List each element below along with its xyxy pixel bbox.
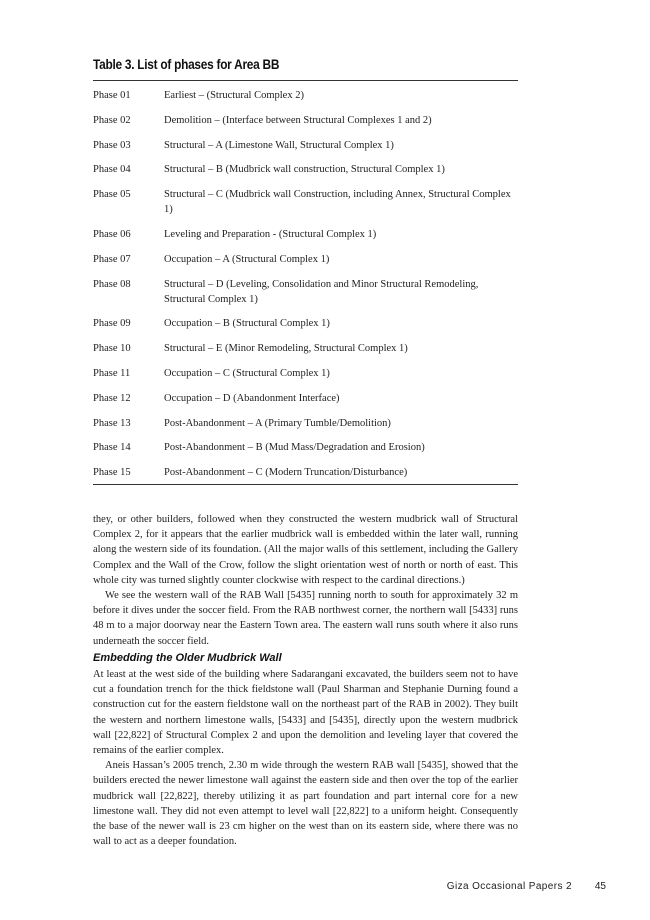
- table-row: [93, 187, 518, 217]
- phase-description: Structural – D (Leveling, Consolidation and Minor Structural Remodeling, Structural Complex 1): [164, 278, 479, 305]
- phase-label: Phase 09: [93, 318, 131, 330]
- page-number: 45: [594, 881, 606, 892]
- table-row: [93, 88, 518, 103]
- table-bottom-rule: [93, 484, 518, 485]
- table-row: [93, 316, 518, 331]
- table-row: [93, 113, 518, 128]
- body-text: [93, 512, 518, 649]
- table-row: [93, 227, 518, 242]
- phase-description: Leveling and Preparation - (Structural Complex 1): [164, 228, 377, 240]
- phase-description: Occupation – B (Structural Complex 1): [164, 318, 330, 330]
- phase-description: Structural – E (Minor Remodeling, Structural Complex 1): [164, 343, 408, 355]
- section-paragraph: Aneis Hassan’s 2005 trench, 2.30 m wide through the western RAB wall [5435], showed that the builders erected the newer limestone wall against the eastern side and then over the top of the earlier mudbrick wall [22,822], thereby utilizing it as part foundation and part internal core for a new limestone wall. They did not even attempt to level wall [22,822] to a uniform height. Consequently the base of the newer wall is 23 cm higher on the west than on its eastern side, where there was no wall to act as a deeper foundation.: [93, 760, 518, 848]
- table-row: [93, 341, 518, 356]
- section-heading: Embedding the Older Mudbrick Wall: [93, 652, 282, 664]
- phase-label: Phase 03: [93, 139, 131, 151]
- section-body-text: [93, 667, 518, 849]
- table-top-rule: [93, 80, 518, 81]
- phase-description: Occupation – D (Abandonment Interface): [164, 392, 340, 404]
- phase-label: Phase 02: [93, 114, 131, 126]
- phase-label: Phase 05: [93, 189, 131, 201]
- table-row: [93, 252, 518, 267]
- phase-description: Post-Abandonment – B (Mud Mass/Degradation and Erosion): [164, 442, 425, 454]
- phase-description: Structural – A (Limestone Wall, Structural Complex 1): [164, 139, 394, 151]
- phase-description: Structural – B (Mudbrick wall construction, Structural Complex 1): [164, 164, 445, 176]
- body-paragraph: they, or other builders, followed when they constructed the western mudbrick wall of Structural Complex 2, for it appears that the earlier mudbrick wall is embedded within the later wall, running along the western side of its foundation. (All the major walls of this settlement, including the Gallery Complex and the Wall of the Crow, follow the slight orientation west of north or north of east. This whole city was turned slightly counter clockwise with respect to the cardinal directions.): [93, 514, 518, 586]
- phase-label: Phase 11: [93, 367, 131, 379]
- table-row: [93, 162, 518, 177]
- phase-label: Phase 10: [93, 343, 131, 355]
- phase-description: Demolition – (Interface between Structural Complexes 1 and 2): [164, 114, 432, 126]
- table-row: [93, 366, 518, 381]
- phase-label: Phase 01: [93, 90, 131, 101]
- table-row: [93, 277, 518, 307]
- table-row: [93, 465, 518, 480]
- phase-description: Post-Abandonment – C (Modern Truncation/Disturbance): [164, 467, 408, 479]
- phase-label: Phase 13: [93, 417, 131, 429]
- phase-description: Occupation – C (Structural Complex 1): [164, 367, 330, 379]
- phase-description: Occupation – A (Structural Complex 1): [164, 253, 330, 265]
- section-paragraph: At least at the west side of the building where Sadarangani excavated, the builders seem not to have cut a foundation trench for the thick fieldstone wall (Paul Sharman and Stephanie Durning found a construction cut for the eastern fieldstone wall on the northeast part of the RAB in 2002). They built the western and northern limestone walls, [5433] and [5435], directly upon the western mudbrick wall [22,822] of Structural Complex 2 and upon the demolition and leveling layer that covered the remains of the earlier complex.: [93, 669, 518, 757]
- phase-label: Phase 15: [93, 467, 131, 479]
- phase-label: Phase 06: [93, 228, 131, 240]
- table-row: [93, 440, 518, 455]
- phase-label: Phase 14: [93, 442, 131, 454]
- phase-description: Post-Abandonment – A (Primary Tumble/Demolition): [164, 417, 391, 429]
- table-row: [93, 391, 518, 406]
- phase-label: Phase 12: [93, 392, 131, 404]
- table-row: [93, 138, 518, 153]
- phase-table: [93, 88, 518, 490]
- table-title: Table 3. List of phases for Area BB: [93, 57, 280, 72]
- running-footer-series: Giza Occasional Papers 2: [446, 881, 572, 892]
- phase-label: Phase 08: [93, 278, 131, 290]
- body-paragraph: We see the western wall of the RAB Wall [5435] running north to south for approximately 32 m before it dives under the soccer field. From the RAB northwest corner, the northern wall [5433] runs 48 m to a major doorway near the Eastern Town area. The eastern wall runs south where it also runs underneath the soccer field.: [93, 590, 518, 647]
- phase-label: Phase 07: [93, 253, 131, 265]
- table-row: [93, 416, 518, 431]
- phase-description: Earliest – (Structural Complex 2): [164, 90, 304, 101]
- phase-description: Structural – C (Mudbrick wall Construction, including Annex, Structural Complex 1): [164, 189, 511, 216]
- phase-label: Phase 04: [93, 164, 131, 176]
